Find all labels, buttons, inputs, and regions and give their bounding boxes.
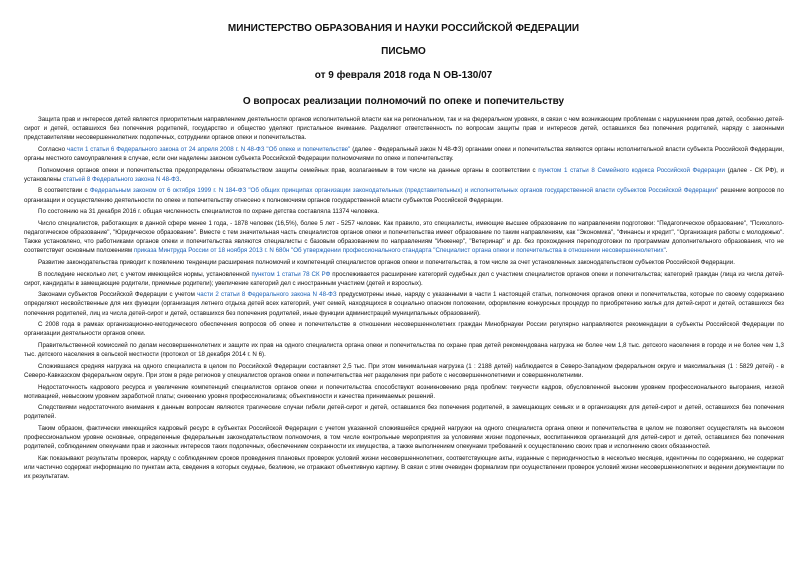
paragraph-text: В последние несколько лет, с учетом имеющейся нормы, установленной [38, 270, 252, 278]
paragraph-text: . [665, 247, 668, 255]
paragraph [24, 424, 784, 451]
paragraph-text: . [179, 175, 182, 183]
paragraph-text: решение вопросов по организации и осуществлению деятельности по опеке и попечительству отнесено к полномочиям органов государственной власти субъектов Российской Федерации. [24, 187, 784, 204]
paragraph-text: С 2008 года в рамках организационно-методического обеспечения вопросов об опеке и попечительстве в отношении несовершеннолетних граждан Минобрнауки России регулярно направляются рекомендации в субъекты Российской Федерации по организации деятельности органов опеки. [24, 321, 784, 338]
law-reference-link[interactable]: части 2 статьи 8 Федерального закона N 48-ФЗ [197, 291, 337, 299]
paragraph [24, 403, 784, 421]
paragraph [24, 115, 784, 142]
paragraph [24, 362, 784, 380]
document-body [24, 115, 784, 484]
paragraph-text: Таким образом, фактически имеющийся кадровый ресурс в субъектах Российской Федерации с учетом указанной сложившейся средней нагрузки на одного специалиста органа опеки и попечительства в целом не позволяет осуществлять на высоком профессиональном уровне основные, определенные федеральным законодательством полномочия, в том числе контрольные мероприятия за условиями жизни подопечных, воспитанников организаций для детей-сирот и детей, оставшихся без попечения родителей, соблюдением опекунами прав и законных интересов таких подопечных, обеспечением сохранности их имущества, а также выполнением опекунами требований к осуществлению своих прав и исполнению своих обязанностей. [24, 425, 784, 451]
ministry-heading: МИНИСТЕРСТВО ОБРАЗОВАНИЯ И НАУКИ РОССИЙСКОЙ ФЕДЕРАЦИИ [227, 23, 580, 34]
document-subject: О вопросах реализации полномочий по опеке и попечительству [242, 96, 565, 107]
paragraph [24, 258, 784, 267]
paragraph-text: Развитие законодательства приводит к появлению тенденции расширения полномочий и компетенций специалистов органов опеки и попечительства, в том числе за счет установленных законодательством субъектов Российской Федерации. [38, 258, 735, 266]
paragraph [24, 454, 784, 481]
paragraph-text: Следствиями недостаточного внимания к данным вопросам являются трагические случаи гибели детей-сирот и детей, оставшихся без попечения родителей, в замещающих семьях и в организациях для детей-сирот и детей, оставшихся без попечения родителей. [24, 404, 784, 421]
paragraph [24, 341, 784, 359]
paragraph-text: Число специалистов, работающих в данной сфере менее 1 года, - 1878 человек (16,5%), более 5 лет - 5257 человек. Как правило, это специалисты, имеющие высшее образование по направлениям подготовки: "Педагогическое образование", "Психолого-педагогическое образование", "Юридическое образование". Вместе с тем значительная часть специалистов органов опеки и попечительства имеет образование по таким направлениям, как "Экономика", "Финансы и кредит", "Организация работы с молодежью". Также установлено, что работниками органов опеки и попечительства являются специалисты с базовым образованием по направлениям "Инженер", "Ветеринар" и др. без прохождения переподготовки по программам дополнительного образования, что не соответствует основным положениям [24, 219, 784, 255]
paragraph-text: Согласно [38, 145, 67, 153]
paragraph [24, 186, 784, 204]
paragraph [24, 270, 784, 288]
paragraph [24, 207, 784, 216]
paragraph-text: предусмотрены иные, наряду с указанными в части 1 настоящей статьи, полномочия органов опеки и попечительства, которые по своему содержанию определяют несвойственные для них функции (организация летнего отдыха детей всех категорий, учет семей, находящихся в социально опасном положении, оформление конкурсных процедур по приобретению жилья для детей-сирот и детей, оставшихся без попечения родителей, лиц из числа детей-сирот и детей, оставшихся без попечения родителей, иные функции администраций муниципальных образований). [24, 291, 785, 317]
paragraph [24, 166, 784, 184]
paragraph-text: (далее - Федеральный закон N 48-ФЗ) органами опеки и попечительства являются органы исполнительной власти субъекта Российской Федерации, органы местного самоуправления в случае, если они наделены законом субъекта Российской Федерации полномочиями по опеке и попечительству. [24, 145, 784, 162]
law-reference-link[interactable]: пунктом 1 статьи 8 Семейного кодекса Российской Федерации [538, 166, 725, 174]
paragraph [24, 219, 784, 255]
paragraph [24, 383, 784, 401]
document-type: ПИСЬМО [381, 46, 426, 57]
law-reference-link[interactable]: пунктом 1 статьи 78 СК РФ [251, 270, 331, 278]
paragraph-text: Полномочия органов опеки и попечительства предопределены обязательством защиты семейных прав, возлагаемым в том числе на данные органы в соответствии с [38, 166, 539, 174]
paragraph-text: (далее - СК РФ), и установлены [24, 166, 784, 183]
law-reference-link[interactable]: статьей 8 Федерального закона N 48-ФЗ [62, 175, 180, 183]
law-reference-link[interactable]: приказа Минтруда России от 18 ноября 2013 г. N 680н "Об утверждении профессионального стандарта "Специалист органа опеки и попечительства в отношении несовершеннолетних" [133, 247, 666, 255]
paragraph [24, 145, 784, 163]
law-reference-link[interactable]: части 1 статьи 6 Федерального закона от 24 апреля 2008 г. N 48-ФЗ "Об опеке и попечительстве" [66, 145, 351, 153]
paragraph-text: Защита прав и интересов детей является приоритетным направлением деятельности органов исполнительной власти как на региональном, так и на федеральном уровнях, в связи с чем возникающим проблемам с нарушением прав детей, особенно детей-сирот и детей, оставшихся без попечения родителей, государство и общество уделяют пристальное внимание. Разделяют ответственность по вопросам защиты прав и интересов детей, оставшихся без попечения родителей, наряду с законными представителями несовершеннолетних подопечных, сотрудники органов опеки и попечительства. [24, 116, 784, 142]
paragraph [24, 290, 784, 317]
law-reference-link[interactable]: Федеральным законом от 6 октября 1999 г. N 184-ФЗ "Об общих принципах организации законодательных (представительных) и исполнительных органов государственной власти субъектов Российской Федерации" [89, 187, 719, 195]
paragraph-text: Сложившаяся средняя нагрузка на одного специалиста в целом по Российской Федерации составляет 2,5 тыс. При этом минимальная нагрузка (1 : 2188 детей) наблюдается в Северо-Западном федеральном округе и максимальная (1 : 5829 детей) - в Северо-Кавказском федеральном округе. При этом в ряде регионов у специалистов органов опеки и попечительства нет разделения при работе с несовершеннолетними и совершеннолетними. [24, 362, 784, 379]
paragraph-text: В соответствии с [38, 187, 90, 195]
document-date-number: от 9 февраля 2018 года N ОВ-130/07 [314, 70, 493, 81]
paragraph-text: Недостаточность кадрового ресурса и увеличение компетенций специалистов органов опеки и попечительства способствуют возникновению ряда проблем: текучести кадров, обусловленной высоким уровнем профессионального выгорания, низкой мотивацией, невысоким уровнем заработной платы; снижению уровня профессионализма; объективности и качества принимаемых решений. [24, 383, 784, 400]
paragraph-text: По состоянию на 31 декабря 2016 г. общая численность специалистов по охране детства составляла 11374 человека. [38, 208, 380, 216]
paragraph [24, 320, 784, 338]
paragraph-text: Правительственной комиссией по делам несовершеннолетних и защите их прав на одного специалиста органа опеки и попечительства по охране прав детей рекомендована нагрузка не более чем 1,8 тыс. детского населения в городе и не более чем 1,3 тыс. детского населения в сельской местности (протокол от 18 декабря 2014 г. N 6). [24, 342, 784, 359]
paragraph-text: прослеживается расширение категорий судебных дел с участием специалистов органов опеки и попечительства; категорий граждан (лица из числа детей-сирот, кандидаты в замещающие родители, приемные родители); увеличение категорий дел с иностранным участием (детей и взрослых). [24, 270, 785, 287]
paragraph-text: Законами субъектов Российской Федерации с учетом [38, 291, 198, 299]
paragraph-text: Как показывают результаты проверок, наряду с соблюдением сроков проведения плановых проверок условий жизни несовершеннолетних, соответствующие акты, изданные с периодичностью в несколько месяцев, идентичны по содержанию, не содержат или частично содержат информацию по пунктам акта, сведения в которых скудные, безликие, не отражают объективную картину. В связи с этим очевиден формализм при осуществлении проверок условий жизни несовершеннолетних и ведении документации по их результатам. [24, 455, 784, 481]
